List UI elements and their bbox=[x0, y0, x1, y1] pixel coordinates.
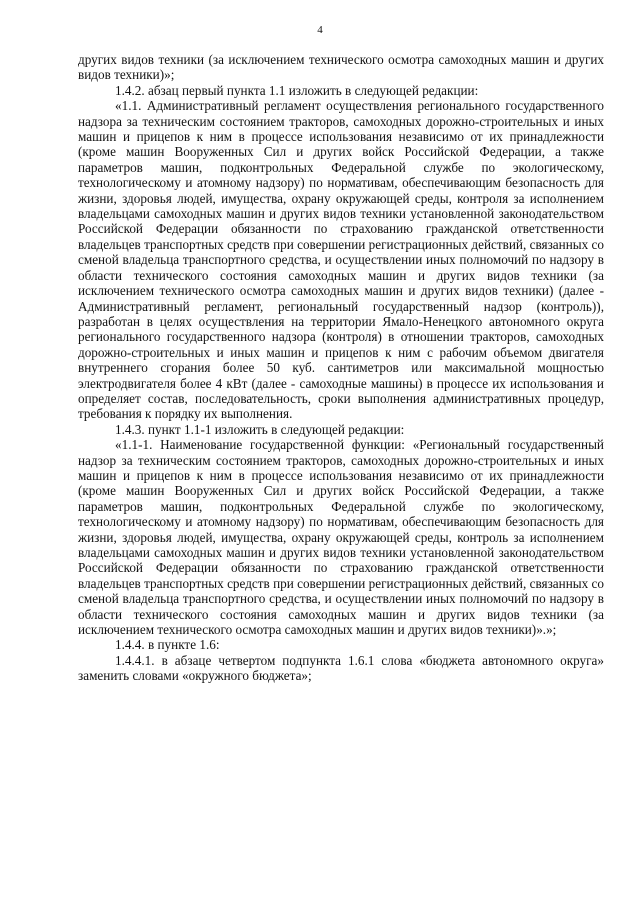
paragraph-1-4-4-1: 1.4.4.1. в абзаце четвертом подпункта 1.6.1 слова «бюджета автономного округа» заменить словами «окружного бюджета»; bbox=[78, 652, 604, 684]
paragraph-1-1-1-quote: «1.1-1. Наименование государственной функции: «Региональный государственный надзор за техническим состоянием тракторов, самоходных дорожно-строительных и иных машин и прицепов к ним в процессе использования независимо от их принадлежности (кроме машин Вооруженных Сил и других войск Российской Федерации, а также параметров машин, подконтрольных Федеральной службе по экологическому, технологическому и атомному надзору) по нормативам, обеспечивающим безопасность для жизни, здоровья людей, имущества, охрану окружающей среды, контроль за исполнением владельцами самоходных машин и других видов техники установленной законодательством Российской Федерации обязанности по страхованию гражданской ответственности владельцев транспортных средств при совершении регистрационных действий, связанных со сменой владельца транспортного средства, и осуществлении иных полномочий по надзору в области технического состояния самоходных машин и других видов техники (за исключением технического осмотра самоходных машин и других видов техники)».»; bbox=[78, 437, 604, 638]
paragraph-1-4-4: 1.4.4. в пункте 1.6: bbox=[115, 637, 220, 653]
paragraph-continuation: других видов техники (за исключением технического осмотра самоходных машин и других видов техники)»; bbox=[78, 52, 604, 83]
document-body bbox=[78, 52, 604, 684]
paragraph-1-4-3: 1.4.3. пункт 1.1-1 изложить в следующей редакции: bbox=[115, 421, 405, 437]
paragraph-1-1-quote: «1.1. Административный регламент осуществления регионального государственного надзора за техническим состоянием тракторов, самоходных дорожно-строительных и иных машин и прицепов к ним в процессе использования независимо от их принадлежности (кроме машин Вооруженных Сил и других войск Российской Федерации, а также параметров машин, подконтрольных Федеральной службе по экологическому, технологическому и атомному надзору) по нормативам, обеспечивающим безопасность для жизни, здоровья людей, имущества, охрану окружающей среды, контроля за исполнением владельцами самоходных машин и других видов техники установленной законодательством Российской Федерации обязанности по страхованию гражданской ответственности владельцев транспортных средств при совершении регистрационных действий, связанных со сменой владельца транспортного средства, и осуществлении иных полномочий по надзору в области технического состояния самоходных машин и других видов техники (за исключением технического осмотра самоходных машин и других видов техники) (далее - Административный регламент, региональный государственный надзор (контроль)), разработан в целях осуществления на территории Ямало-Ненецкого автономного округа регионального государственного надзора (контроля) в отношении тракторов, самоходных дорожно-строительных и иных машин и прицепов к ним с рабочим объемом двигателя внутреннего сгорания более 50 куб. сантиметров или максимальной мощностью электродвигателя более 4 кВт (далее - самоходные машины) в процессе их использования и определяет состав, последовательность, сроки выполнения административных процедур, требования к порядку их выполнения. bbox=[78, 98, 604, 422]
paragraph-1-4-2: 1.4.2. абзац первый пункта 1.1 изложить в следующей редакции: bbox=[115, 82, 479, 98]
page-number: 4 bbox=[317, 24, 323, 36]
